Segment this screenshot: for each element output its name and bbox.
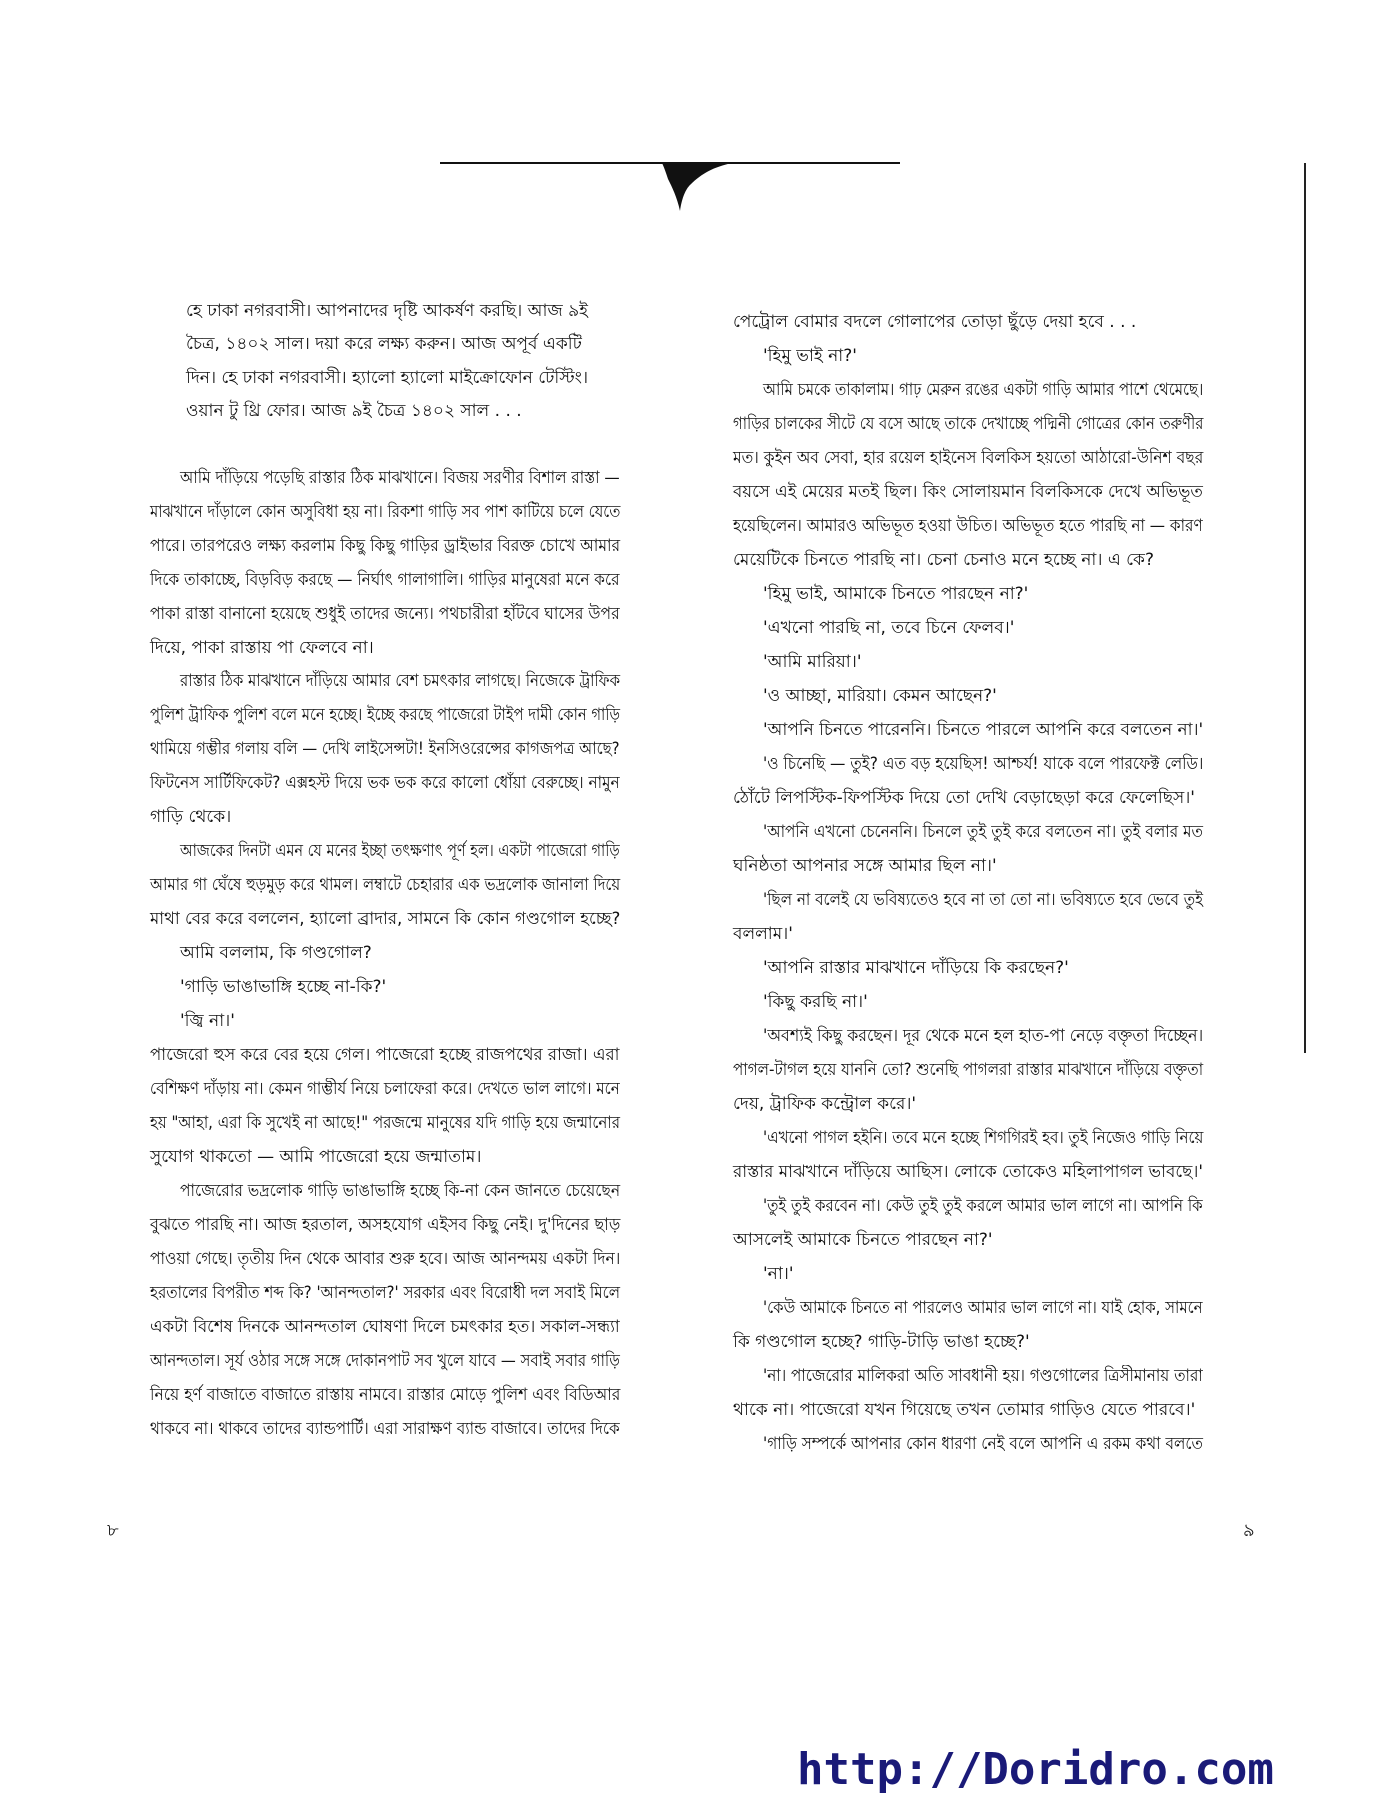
text-line: সুযোগ থাকতো — আমি পাজেরো হয়ে জন্মাতাম। [150,1147,482,1167]
header-ornament-icon [662,163,732,213]
text-line: 'হিমু ভাই, আমাকে চিনতে পারছেন না?' [763,584,1029,604]
text-line: 'জ্বি না।' [180,1011,235,1031]
text-line: 'তুই তুই করবেন না। কেউ তুই তুই করলে আমার ভাল লাগে না। আপনি কি [763,1196,1203,1216]
left-page-number: ৮ [107,1520,119,1541]
text-line: 'কিছু করছি না।' [763,992,868,1012]
text-line: পারে। তারপরেও লক্ষ্য করলাম কিছু কিছু গাড়ির ড্রাইভার বিরক্ত চোখে আমার [150,536,621,556]
text-line: 'আপনি এখনো চেনেননি। চিনলে তুই তুই করে বলতেন না। তুই বলার মত [763,822,1203,842]
text-line: আসলেই আমাকে চিনতে পারছেন না?' [733,1230,993,1250]
text-line: পাজেরোর ভদ্রলোক গাড়ি ভাঙাভাঙ্গি হচ্ছে কি-না কেন জানতে চেয়েছেন [180,1181,621,1201]
text-line: আনন্দতাল। সূর্য ওঠার সঙ্গে সঙ্গে দোকানপাট সব খুলে যাবে — সবাই সবার গাড়ি [150,1351,620,1371]
text-line: পুলিশ ট্রাফিক পুলিশ বলে মনে হচ্ছে। ইচ্ছে করছে পাজেরো টাইপ দামী কোন গাড়ি [150,705,621,725]
text-line: দিয়ে, পাকা রাস্তায় পা ফেলবে না। [150,638,374,658]
text-line: 'ছিল না বলেই যে ভবিষ্যতেও হবে না তা তো না। ভবিষ্যতে হবে ভেবে তুই [763,890,1204,910]
page-edge-rule [1304,163,1306,1053]
text-line: আমি দাঁড়িয়ে পড়েছি রাস্তার ঠিক মাঝখানে। বিজয় সরণীর বিশাল রাস্তা — [180,468,620,488]
text-line: পাকা রাস্তা বানানো হয়েছে শুধুই তাদের জন্যে। পথচারীরা হাঁটবে ঘাসের উপর [150,604,620,624]
text-line: 'না।' [763,1264,794,1284]
text-line: গাড়ির চালকের সীটে যে বসে আছে তাকে দেখাচ্ছে পদ্মিনী গোত্রের কোন তরুণীর [733,414,1204,434]
text-line: মাঝখানে দাঁড়ালে কোন অসুবিধা হয় না। রিকশা গাড়ি সব পাশ কাটিয়ে চলে যেতে [150,502,621,522]
text-line: পাওয়া গেছে। তৃতীয় দিন থেকে আবার শুরু হবে। আজ আনন্দময় একটা দিন। [150,1249,621,1269]
text-line: ঠোঁটে লিপস্টিক-ফিপস্টিক দিয়ে তো দেখি বেড়াছেড়া করে ফেলেছিস।' [733,788,1195,808]
text-line: 'আমি মারিয়া।' [763,652,862,672]
text-line: ফিটনেস সার্টিফিকেট? এক্সহস্ট দিয়ে ভক ভক করে কালো ধোঁয়া বেরুচ্ছে। নামুন [150,773,620,793]
text-line: রাস্তার ঠিক মাঝখানে দাঁড়িয়ে আমার বেশ চমৎকার লাগছে। নিজেকে ট্রাফিক [180,671,621,691]
text-line: 'গাড়ি সম্পর্কে আপনার কোন ধারণা নেই বলে আপনি এ রকম কথা বলতে [763,1434,1203,1454]
right-page-number: ৯ [1243,1520,1255,1541]
text-line: 'হিমু ভাই না?' [763,346,857,366]
text-line: পেট্রোল বোমার বদলে গোলাপের তোড়া ছুঁড়ে দেয়া হবে . . . [733,312,1137,332]
text-line: আমি চমকে তাকালাম। গাঢ় মেরুন রঙের একটা গাড়ি আমার পাশে থেমেছে। [763,380,1204,400]
text-line: আমার গা ঘেঁষে হুড়মুড় করে থামল। লম্বাটে চেহারার এক ভদ্রলোক জানালা দিয়ে [150,875,621,895]
text-line: বললাম।' [733,924,793,944]
watermark-url[interactable]: http://Doridro.com [797,1744,1274,1795]
text-line: পাজেরো হুস করে বের হয়ে গেল। পাজেরো হচ্ছে রাজপথের রাজা। এরা [150,1045,620,1065]
text-line: চৈত্র, ১৪০২ সাল। দয়া করে লক্ষ্য করুন। আজ অপূর্ব একটি [186,334,582,354]
text-line: 'আপনি রাস্তার মাঝখানে দাঁড়িয়ে কি করছেন?' [763,958,1069,978]
text-line: আমি বললাম, কি গণ্ডগোল? [180,943,372,963]
text-line: হরতালের বিপরীত শব্দ কি? 'আনন্দতাল?' সরকার এবং বিরোধী দল সবাই মিলে [150,1283,620,1303]
text-line: 'আপনি চিনতে পারেননি। চিনতে পারলে আপনি করে বলতেন না।' [763,720,1204,740]
text-line: মত। কুইন অব সেবা, হার রয়েল হাইনেস বিলকিস হয়তো আঠারো-উনিশ বছর [733,448,1204,468]
text-line: 'ও চিনেছি — তুই? এত বড় হয়েছিস! আশ্চর্য! যাকে বলে পারফেক্ট লেডি। [763,754,1204,774]
text-line: দিন। হে ঢাকা নগরবাসী। হ্যালো হ্যালো মাইক্রোফোন টেস্টিং। [186,368,589,388]
text-line: বুঝতে পারছি না। আজ হরতাল, অসহযোগ এইসব কিছু নেই। দু'দিনের ছাড় [150,1215,621,1235]
text-line: থাকে না। পাজেরো যখন গিয়েছে তখন তোমার গাড়িও যেতে পারবে।' [733,1400,1196,1420]
text-line: বেশিক্ষণ দাঁড়ায় না। কেমন গাম্ভীর্য নিয়ে চলাফেরা করে। দেখতে ভাল লাগে। মনে [150,1079,620,1099]
text-line: মাথা বের করে বললেন, হ্যালো ব্রাদার, সামনে কি কোন গণ্ডগোল হচ্ছে? [150,909,621,929]
text-line: দিকে তাকাচ্ছে, বিড়বিড় করছে — নির্ঘাৎ গালাগালি। গাড়ির মানুষেরা মনে করে [150,570,620,590]
text-line: 'এখনো পাগল হইনি। তবে মনে হচ্ছে শিগগিরই হব। তুই নিজেও গাড়ি নিয়ে [763,1128,1204,1148]
text-line: কি গণ্ডগোল হচ্ছে? গাড়ি-টাড়ি ভাঙা হচ্ছে?' [733,1332,1030,1352]
text-line: একটা বিশেষ দিনকে আনন্দতাল ঘোষণা দিলে চমৎকার হত। সকাল-সন্ধ্যা [150,1317,620,1337]
text-line: দেয়, ট্রাফিক কন্ট্রোল করে।' [733,1094,917,1114]
text-line: ঘনিষ্ঠতা আপনার সঙ্গে আমার ছিল না।' [733,856,997,876]
text-line: 'অবশ্যই কিছু করছেন। দূর থেকে মনে হল হাত-পা নেড়ে বক্তৃতা দিচ্ছেন। [763,1026,1204,1046]
text-line: হে ঢাকা নগরবাসী। আপনাদের দৃষ্টি আকর্ষণ করছি। আজ ৯ই [186,301,588,321]
text-line: বয়সে এই মেয়ের মতই ছিল। কিং সোলায়মান বিলকিসকে দেখে অভিভূত [733,482,1203,502]
text-line: 'এখনো পারছি না, তবে চিনে ফেলব।' [763,618,1015,638]
text-line: পাগল-টাগল হয়ে যাননি তো? শুনেছি পাগলরা রাস্তার মাঝখানে দাঁড়িয়ে বক্তৃতা [733,1060,1204,1080]
text-line: রাস্তার মাঝখানে দাঁড়িয়ে আছিস। লোকে তোকেও মহিলাপাগল ভাবছে।' [733,1162,1204,1182]
text-line: মেয়েটিকে চিনতে পারছি না। চেনা চেনাও মনে হচ্ছে না। এ কে? [733,550,1154,570]
text-line: ওয়ান টু থ্রি ফোর। আজ ৯ই চৈত্র ১৪০২ সাল . . . [186,401,522,421]
text-line: 'না। পাজেরোর মালিকরা অতি সাবধানী হয়। গণ্ডগোলের ত্রিসীমানায় তারা [763,1366,1203,1386]
text-line: নিয়ে হর্ণ বাজাতে বাজাতে রাস্তায় নামবে। রাস্তার মোড়ে পুলিশ এবং বিডিআর [150,1385,621,1405]
text-line: 'গাড়ি ভাঙাভাঙ্গি হচ্ছে না-কি?' [180,977,387,997]
text-line: হয়েছিলেন। আমারও অভিভূত হওয়া উচিত। অভিভূত হতে পারছি না — কারণ [733,516,1203,536]
text-line: আজকের দিনটা এমন যে মনের ইচ্ছা তৎক্ষণাৎ পূর্ণ হল। একটা পাজেরো গাড়ি [180,841,620,861]
text-line: থাকবে না। থাকবে তাদের ব্যান্ডপার্টি। এরা সারাক্ষণ ব্যান্ড বাজাবে। তাদের দিকে [150,1419,620,1439]
text-line: 'ও আচ্ছা, মারিয়া। কেমন আছেন?' [763,686,997,706]
text-line: থামিয়ে গম্ভীর গলায় বলি — দেখি লাইসেন্সটা! ইনসিওরেন্সের কাগজপত্র আছে? [150,739,620,759]
text-line: 'কেউ আমাকে চিনতে না পারলেও আমার ভাল লাগে না। যাই হোক, সামনে [763,1298,1203,1318]
text-line: গাড়ি থেকে। [150,807,232,827]
text-line: হয় "আহা, এরা কি সুখেই না আছে!" পরজন্মে মানুষের যদি গাড়ি হয়ে জন্মানোর [150,1113,620,1133]
